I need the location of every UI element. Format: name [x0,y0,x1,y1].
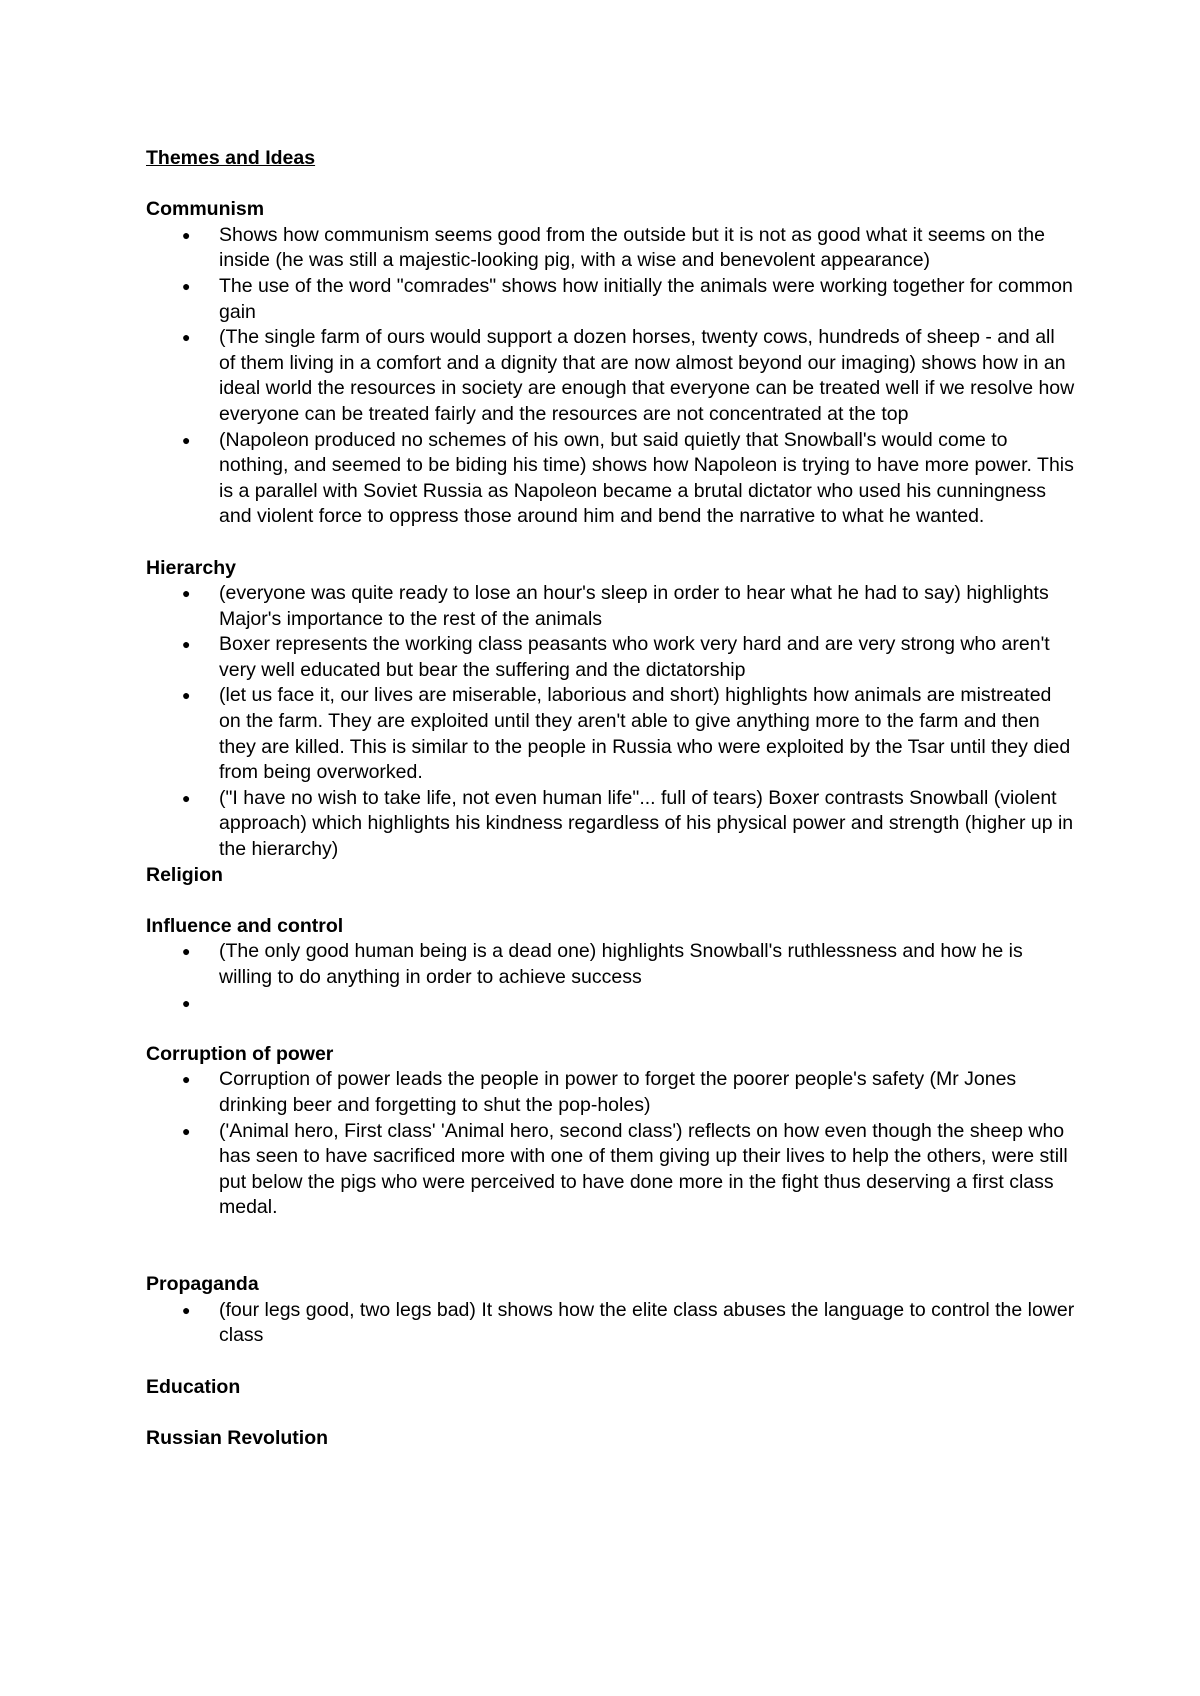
influence-list [146,939,1076,1016]
bullet-icon: ● [182,943,191,960]
bullet-icon: ● [182,687,191,704]
section-heading-communism: Communism [146,198,265,221]
propaganda-list [146,1298,1076,1349]
bullet-icon: ● [182,789,191,806]
list-item [146,428,1076,530]
section-religion [146,863,1076,889]
section-propaganda [146,1272,1076,1349]
list-item [146,786,1076,863]
list-item-text: (four legs good, two legs bad) It shows how the elite class abuses the language to control the lower class [219,1298,1075,1347]
section-communism [146,197,1076,530]
bullet-icon: ● [182,1071,191,1088]
spacer [146,530,1076,556]
spacer [146,1221,1076,1272]
list-item [146,274,1076,325]
list-item-text: ("I have no wish to take life, not even human life"... full of tears) Boxer contrasts Snowball (violent approach) which highlights his kindness regardless of his physical power and strength (higher up in the hierarchy) [219,786,1074,861]
document-page [146,146,1076,1451]
list-item [146,223,1076,274]
corruption-list [146,1067,1076,1221]
list-item-text: ('Animal hero, First class' 'Animal hero, second class') reflects on how even though the sheep who has seen to have sacrificed more with one of them giving up their lives to help the others, were still put below the pigs who were perceived to have done more in the fight thus deserving a first class medal. [219,1119,1068,1219]
bullet-icon: ● [182,431,191,448]
list-item [146,632,1076,683]
bullet-icon: ● [182,994,191,1011]
section-heading-hierarchy: Hierarchy [146,556,236,579]
bullet-icon: ● [182,636,191,653]
bullet-icon: ● [182,226,191,243]
list-item [146,683,1076,785]
list-item [146,991,1076,1017]
section-revolution [146,1426,1076,1452]
spacer [146,1016,1076,1042]
document-title: Themes and Ideas [146,147,316,169]
list-item [146,325,1076,427]
list-item-text: Shows how communism seems good from the outside but it is not as good what it seems on the inside (he was still a majestic-looking pig, with a wise and benevolent appearance) [219,223,1045,272]
section-education [146,1375,1076,1401]
list-item-text: (Napoleon produced no schemes of his own, but said quietly that Snowball's would come to nothing, and seemed to be biding his time) shows how Napoleon is trying to have more power. This is a parallel with Soviet Russia as Napoleon became a brutal dictator who used his cunningness and violent force to oppress those around him and bend the narrative to what he wanted. [219,428,1074,528]
bullet-icon: ● [182,1301,191,1318]
section-heading-education: Education [146,1375,241,1398]
communism-list [146,223,1076,530]
list-item [146,1119,1076,1221]
list-item-text [219,992,224,1014]
list-item-text: Corruption of power leads the people in power to forget the poorer people's safety (Mr Jones drinking beer and forgetting to shut the pop-holes) [219,1068,1017,1116]
section-hierarchy [146,556,1076,863]
list-item [146,939,1076,990]
section-heading-propaganda: Propaganda [146,1273,259,1296]
spacer [146,1349,1076,1375]
section-corruption [146,1042,1076,1221]
bullet-icon: ● [182,277,191,294]
section-heading-influence: Influence and control [146,914,344,937]
section-heading-revolution: Russian Revolution [146,1426,329,1449]
spacer [146,888,1076,914]
list-item-text: (The single farm of ours would support a dozen horses, twenty cows, hundreds of sheep - and all of them living in a comfort and a dignity that are now almost beyond our imaging) shows how in an ideal world the resources in society are enough that everyone can be treated well if we resolve how everyone can be treated fairly and the resources are not concentrated at the top [219,326,1075,425]
list-item-text: (let us face it, our lives are miserable, laborious and short) highlights how animals are mistreated on the farm. They are exploited until they aren't able to give anything more to the farm and then they are killed. This is similar to the people in Russia who were exploited by the Tsar until they died from being overworked. [219,684,1071,784]
spacer [146,1400,1076,1426]
list-item-text: (The only good human being is a dead one) highlights Snowball's ruthlessness and how he is willing to do anything in order to achieve success [219,940,1023,988]
list-item [146,1298,1076,1349]
list-item [146,1067,1076,1118]
section-heading-corruption: Corruption of power [146,1042,334,1065]
bullet-icon: ● [182,1122,191,1139]
bullet-icon: ● [182,585,191,602]
list-item [146,581,1076,632]
section-heading-religion: Religion [146,863,223,886]
bullet-icon: ● [182,329,191,346]
list-item-text: (everyone was quite ready to lose an hour's sleep in order to hear what he had to say) highlights Major's importance to the rest of the animals [219,582,1049,630]
section-influence [146,914,1076,1016]
hierarchy-list [146,581,1076,863]
list-item-text: The use of the word "comrades" shows how initially the animals were working together for common gain [219,274,1073,323]
list-item-text: Boxer represents the working class peasants who work very hard and are very strong who aren't very well educated but bear the suffering and the dictatorship [219,633,1050,681]
